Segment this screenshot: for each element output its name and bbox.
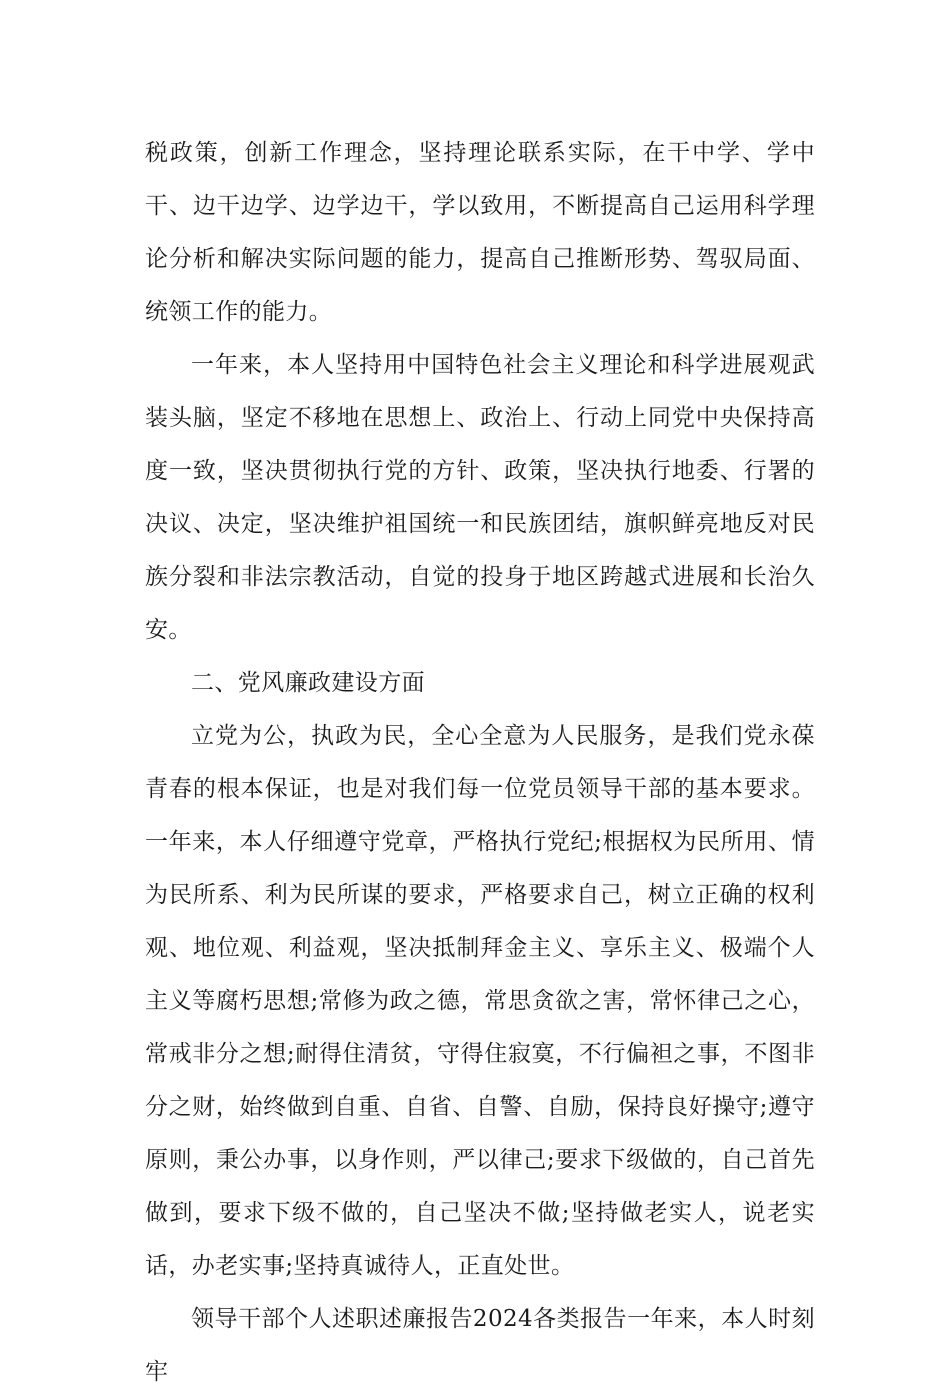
section-heading: 二、党风廉政建设方面 bbox=[191, 670, 425, 696]
document-body bbox=[145, 127, 815, 1399]
paragraph-theory: 一年来，本人坚持用中国特色社会主义理论和科学进展观武装头脑，坚定不移地在思想上、政治上、行动上同党中央保持高度一致，坚决贯彻执行党的方针、政策，坚决执行地委、行署的决议、决定，坚决维护祖国统一和民族团结，旗帜鲜亮地反对民族分裂和非法宗教活动，自觉的投身于地区跨越式进展和长治久安。 bbox=[145, 352, 815, 643]
paragraph-continuation: 税政策，创新工作理念，坚持理论联系实际，在干中学、学中干、边干边学、边学边干，学以致用，不断提高自己运用科学理论分析和解决实际问题的能力，提高自己推断形势、驾驭局面、统领工作的能力。 bbox=[145, 140, 815, 325]
paragraph-integrity: 立党为公，执政为民，全心全意为人民服务，是我们党永葆青春的根本保证，也是对我们每一位党员领导干部的基本要求。一年来，本人仔细遵守党章，严格执行党纪;根据权为民所用、情为民所系、利为民所谋的要求，严格要求自己，树立正确的权利观、地位观、利益观，坚决抵制拜金主义、享乐主义、极端个人主义等腐朽思想;常修为政之德，常思贪欲之害，常怀律己之心，常戒非分之想;耐得住清贫，守得住寂寞，不行偏袒之事，不图非分之财，始终做到自重、自省、自警、自励，保持良好操守;遵守原则，秉公办事，以身作则，严以律己;要求下级做的，自己首先做到，要求下级不做的，自己坚决不做;坚持做老实人，说老实话，办老实事;坚持真诚待人，正直处世。 bbox=[145, 723, 815, 1279]
paragraph-report-intro: 领导干部个人述职述廉报告2024各类报告一年来，本人时刻牢 bbox=[145, 1306, 815, 1385]
